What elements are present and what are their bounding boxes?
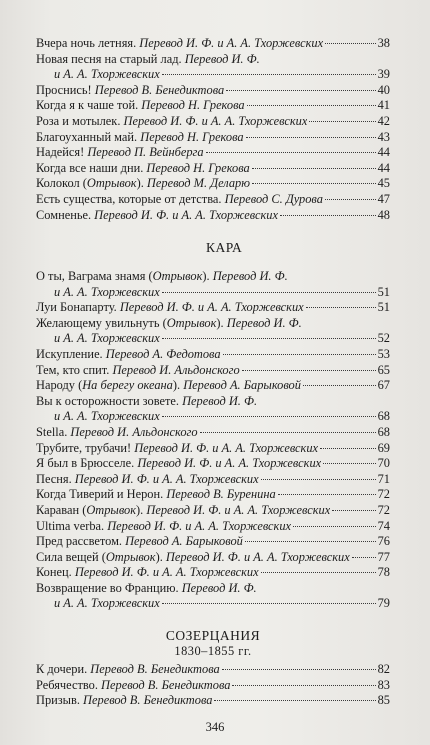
entry-translator: Перевод И. Ф. и А. А. Тхоржевских [134,440,319,455]
toc-entry [36,581,390,612]
entry-title-cont: ). [172,378,184,393]
toc-entry [36,363,390,379]
entry-translator: Перевод И. Ф. [181,580,257,595]
entry-title: Я был в Брюсселе. [36,456,138,471]
toc-entry-line [36,596,390,612]
toc-entry-line [36,534,390,550]
dot-leader [226,90,375,91]
entry-page-number: 78 [377,565,390,580]
toc-entry-line [36,409,390,425]
dot-leader [325,199,376,200]
toc-entry-line [36,67,390,83]
entry-text [36,441,318,457]
dot-leader [278,494,376,495]
entry-translator: Перевод И. Ф. и А. А. Тхоржевских [74,565,259,580]
entry-text [36,316,302,332]
entry-page-number: 52 [377,331,390,346]
entry-translator: и А. А. Тхоржевских [54,284,160,299]
toc-entry [36,394,390,425]
section-heading-contemplations [36,628,390,659]
entry-title-cont: ). [202,269,213,283]
entry-title: Когда я к чаше той. [36,98,142,113]
toc-block-1 [36,36,390,223]
toc-entry-line [36,176,390,192]
toc-block-contemplations [36,662,390,709]
entry-text [36,36,323,52]
dot-leader [200,432,376,433]
toc-entry-line [36,550,390,566]
toc-entry-line [36,130,390,146]
toc-entry [36,347,390,363]
entry-text [36,456,321,472]
entry-text [36,300,304,316]
toc-entry [36,378,390,394]
toc-entry [36,98,390,114]
entry-title-cont: ). [136,176,147,191]
entry-title: Конец. [36,565,75,580]
toc-entry [36,300,390,316]
dot-leader [293,526,376,527]
entry-translator: Перевод И. Альдонского [112,362,240,377]
toc-entry-line [36,519,390,535]
entry-title: Ребячество. [36,677,102,692]
entry-translator: Перевод М. Деларю [146,176,250,191]
dot-leader [222,669,376,670]
entry-page-number: 71 [377,471,390,486]
dot-leader [306,307,376,308]
dot-leader [352,557,376,558]
entry-translator: Перевод И. Ф. и А. А. Тхоржевских [107,518,292,533]
entry-page-number: 53 [377,346,390,361]
entry-page-number: 83 [377,677,390,692]
toc-entry-line [36,441,390,457]
toc-entry [36,693,390,709]
dot-leader [162,74,376,75]
entry-page-number: 76 [377,534,390,549]
entry-title: Когда все наши дни. [36,160,147,175]
toc-entry-line [36,316,390,332]
entry-text [36,130,244,146]
contemplations-title: СОЗЕРЦАНИЯ [165,628,261,643]
dot-leader [223,354,376,355]
dot-leader [332,510,375,511]
toc-entry-line [36,36,390,52]
entry-title: Песня. [36,471,75,486]
entry-text [54,331,160,347]
entry-translator: Перевод В. Бенедиктова [90,662,220,676]
entry-title: Ultima verba. [36,518,108,533]
entry-title: Призыв. [36,693,84,708]
entry-title-cont: ). [216,315,227,330]
toc-entry [36,441,390,457]
dot-leader [162,338,376,339]
entry-page-number: 79 [377,596,390,611]
toc-block-kara [36,269,390,612]
dot-leader [245,541,376,542]
dot-leader [246,137,376,138]
entry-title: Сила вещей ( [36,549,106,564]
entry-translator: Перевод И. Ф. [182,393,258,408]
toc-entry-line [36,285,390,301]
entry-page-number: 40 [377,82,390,97]
entry-text [54,409,160,425]
toc-entry-line [36,331,390,347]
toc-entry [36,662,390,678]
entry-text [36,161,250,177]
entry-translator: Отрывок [152,269,203,283]
toc-entry [36,269,390,300]
toc-entry-line [36,693,390,709]
toc-entry-line [36,161,390,177]
toc-entry-line [36,581,390,597]
entry-translator: и А. А. Тхоржевских [54,409,160,424]
entry-page-number: 43 [377,129,390,144]
entry-page-number: 70 [377,456,390,471]
toc-entry [36,130,390,146]
entry-page-number: 47 [377,191,390,206]
toc-entry [36,565,390,581]
toc-entry [36,161,390,177]
entry-translator: Перевод И. Ф. и А. А. Тхоржевских [119,300,304,315]
entry-text [36,83,224,99]
entry-page-number: 41 [377,98,390,113]
entry-page-number: 72 [377,502,390,517]
toc-entry-line [36,565,390,581]
entry-page-number: 69 [377,440,390,455]
entry-translator: Перевод Н. Грекова [140,129,244,144]
toc-entry [36,83,390,99]
entry-page-number: 44 [377,160,390,175]
entry-title: Пред рассветом. [36,534,126,549]
entry-title: Луи Бонапарту. [36,300,120,315]
entry-page-number: 42 [377,113,390,128]
toc-entry-line [36,425,390,441]
dot-leader [309,121,375,122]
dot-leader [323,463,375,464]
entry-title: Сомненье. [36,207,95,222]
entry-translator: Перевод И. Ф. и А. А. Тхоржевских [74,471,259,486]
entry-translator: Перевод И. Ф. и А. А. Тхоржевских [123,113,308,128]
entry-title: Вы к осторожности зовете. [36,393,183,408]
entry-text [36,550,350,566]
toc-entry [36,192,390,208]
dot-leader [162,603,376,604]
dot-leader [242,370,376,371]
entry-page-number: 48 [377,207,390,222]
entry-text [36,565,259,581]
toc-entry [36,519,390,535]
toc-entry-line [36,472,390,488]
toc-entry-line [36,378,390,394]
entry-page-number: 44 [377,145,390,160]
entry-translator: Отрывок [86,502,137,517]
toc-entry-line [36,347,390,363]
entry-title: Желающему увильнуть ( [36,315,167,330]
dot-leader [162,416,376,417]
entry-title-cont: ). [136,502,147,517]
dot-leader [252,183,376,184]
entry-title: К дочери. [36,662,91,676]
entry-translator: Перевод А. Барыковой [125,534,243,549]
toc-entry-line [36,394,390,410]
toc-entry-line [36,192,390,208]
entry-translator: Перевод Н. Грекова [146,160,250,175]
toc-entry-line [36,678,390,694]
entry-page-number: 74 [377,518,390,533]
entry-title: Когда Тиверий и Нерон. [36,487,167,502]
entry-translator: Перевод А. Барыковой [183,378,301,393]
entry-translator: и А. А. Тхоржевских [54,331,160,346]
dot-leader [206,152,376,153]
entry-translator: Перевод Н. Грекова [141,98,245,113]
entry-title: Проснись! [36,82,95,97]
entry-title: Народу ( [36,378,83,393]
toc-entry [36,472,390,488]
entry-text [36,145,204,161]
entry-text [36,363,240,379]
dot-leader [261,479,376,480]
entry-translator: Перевод В. Бенедиктова [101,677,231,692]
toc-entry-line [36,208,390,224]
entry-text [54,596,160,612]
section-heading-kara: КАРА [206,240,243,255]
entry-text [36,394,257,410]
entry-text [36,114,307,130]
page-number: 346 [205,720,225,734]
entry-title: Искупление. [36,346,106,361]
entry-text [36,98,245,114]
entry-translator: Перевод В. Буренина [166,487,276,502]
entry-text [36,662,220,678]
toc-entry [36,176,390,192]
entry-translator: Перевод И. Ф. и А. А. Тхоржевских [139,36,324,50]
entry-text [36,534,243,550]
dot-leader [261,572,376,573]
dot-leader [247,105,376,106]
entry-text [36,347,221,363]
entry-text [36,472,259,488]
toc-entry-line [36,503,390,519]
entry-text [54,67,160,83]
entry-text [36,176,250,192]
entry-title: Благоуханный май. [36,129,141,144]
entry-translator: Перевод В. Бенедиктова [94,82,225,97]
dot-leader [232,685,375,686]
toc-entry [36,36,390,52]
entry-text [36,52,260,68]
entry-translator: Перевод В. Бенедиктова [83,693,213,708]
toc-entry-line [36,98,390,114]
entry-title: Новая песня на старый лад. [36,51,185,66]
entry-text [36,581,257,597]
toc-entry [36,316,390,347]
entry-translator: Отрывок [105,549,156,564]
entry-translator: На берегу океана [82,378,173,393]
toc-entry [36,456,390,472]
entry-page-number: 77 [377,549,390,564]
entry-title: О ты, Ваграма знамя ( [36,269,153,283]
toc-entry [36,114,390,130]
toc-entry-line [36,145,390,161]
toc-entry [36,678,390,694]
entry-title: Тем, кто спит. [36,362,113,377]
entry-title: Колокол ( [36,176,87,191]
entry-translator: Перевод И. Ф. и А. А. Тхоржевских [94,207,278,222]
entry-translator: Отрывок [166,315,217,330]
toc-entry-line [36,83,390,99]
entry-page-number: 68 [377,424,390,439]
entry-translator: Перевод И. Ф. [184,51,260,66]
entry-translator: Перевод А. Федотова [105,346,221,361]
dot-leader [320,448,376,449]
entry-title: Трубите, трубачи! [36,440,135,455]
entry-text [54,285,160,301]
entry-translator: Перевод С. Дурова [224,191,323,206]
contemplations-years: 1830–1855 гг. [174,644,252,658]
entry-text [36,487,276,503]
entry-text [36,208,278,224]
entry-page-number: 67 [377,378,390,393]
entry-translator: Перевод И. Ф. и А. А. Тхоржевских [137,456,322,471]
entry-page-number: 65 [377,362,390,377]
entry-text [36,425,198,441]
entry-page-number: 82 [377,662,390,676]
entry-title: Есть существа, которые от детства. [36,191,225,206]
dot-leader [214,700,375,701]
entry-translator: Перевод И. Ф. и А. А. Тхоржевских [146,502,331,517]
entry-translator: Перевод И. Ф. [212,269,288,283]
toc-entry [36,145,390,161]
entry-title: Stella. [36,424,71,439]
entry-translator: Перевод И. Ф. и А. А. Тхоржевских [165,549,350,564]
entry-text [36,378,301,394]
toc-entry-line [36,52,390,68]
entry-text [36,693,212,709]
entry-title: Роза и мотылек. [36,113,124,128]
dot-leader [252,168,376,169]
entry-title: Возвращение во Францию. [36,580,182,595]
entry-title: Вчера ночь летняя. [36,36,140,50]
toc-entry-line [36,662,390,678]
toc-entry [36,550,390,566]
entry-text [36,503,330,519]
toc-entry [36,52,390,83]
entry-page-number: 45 [377,176,390,191]
entry-translator: и А. А. Тхоржевских [54,596,160,611]
toc-entry [36,425,390,441]
toc-entry-line [36,456,390,472]
entry-page-number: 38 [377,36,390,50]
dot-leader [162,292,376,293]
entry-text [36,269,288,285]
entry-page-number: 51 [377,300,390,315]
entry-text [36,519,291,535]
toc-entry-line [36,300,390,316]
toc-entry [36,487,390,503]
entry-page-number: 68 [377,409,390,424]
entry-translator: и А. А. Тхоржевских [54,67,160,82]
toc-entry-line [36,363,390,379]
toc-entry [36,534,390,550]
entry-text [36,678,230,694]
entry-title-cont: ). [155,549,166,564]
entry-translator: Отрывок [86,176,137,191]
entry-translator: Перевод П. Вейнберга [87,145,204,160]
toc-entry-line [36,269,390,285]
entry-page-number: 51 [377,284,390,299]
entry-page-number: 85 [377,693,390,708]
toc-entry-line [36,114,390,130]
toc-entry [36,208,390,224]
dot-leader [325,43,375,44]
entry-title: Надейся! [36,145,88,160]
entry-page-number: 72 [377,487,390,502]
dot-leader [280,215,376,216]
toc-entry-line [36,487,390,503]
entry-page-number: 39 [377,67,390,82]
toc-entry [36,503,390,519]
dot-leader [303,385,376,386]
entry-translator: Перевод И. Ф. [226,315,302,330]
entry-text [36,192,323,208]
entry-title: Караван ( [36,502,87,517]
entry-translator: Перевод И. Альдонского [70,424,198,439]
